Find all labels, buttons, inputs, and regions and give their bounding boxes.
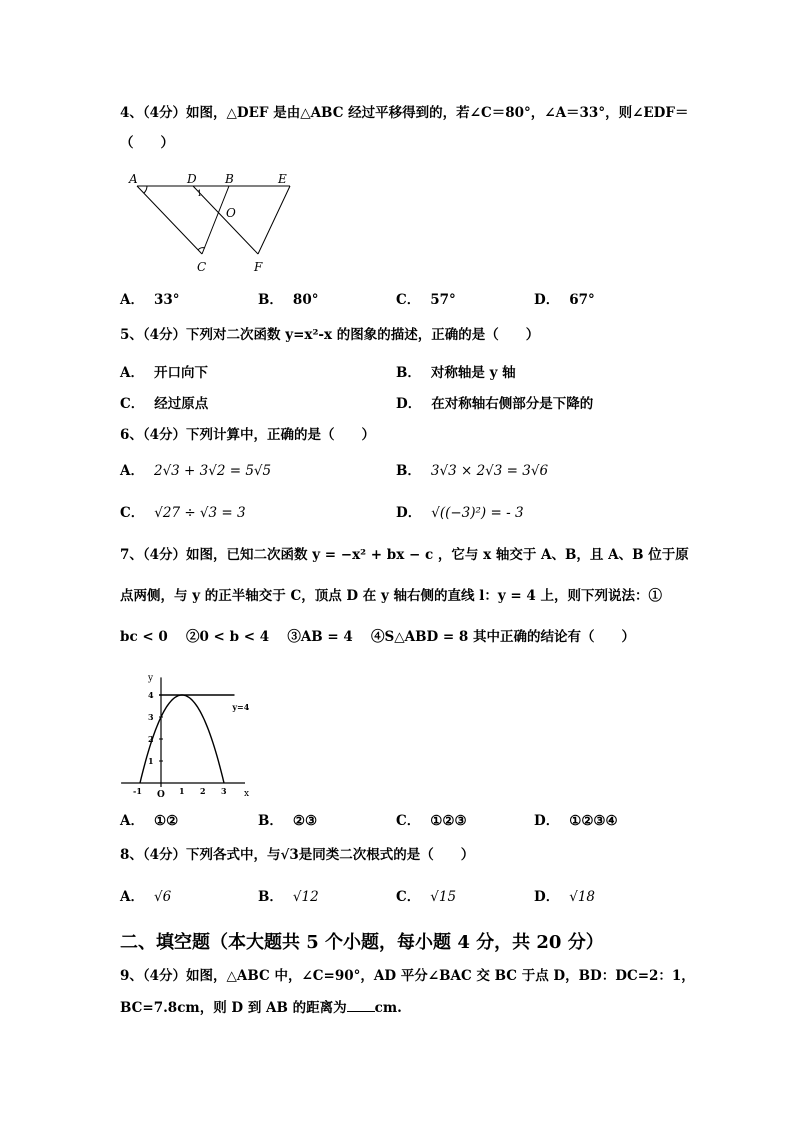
x-tick-label: 3	[221, 786, 227, 796]
label-c: C	[197, 260, 207, 274]
q9-line2	[120, 999, 402, 1017]
q7-option-a[interactable]	[120, 812, 178, 830]
q8-option-c[interactable]	[396, 888, 456, 906]
q9-line2-text-a: BC=7.8cm，则 D 到 AB 的距离为	[120, 1000, 347, 1016]
line-fe	[258, 186, 290, 254]
q6-option-b[interactable]	[396, 462, 548, 480]
q5-option-d[interactable]	[396, 395, 593, 413]
q7-option-c[interactable]	[396, 812, 467, 830]
q8-option-c-text: √15	[430, 889, 457, 905]
q5-option-a-label: A．	[120, 365, 144, 381]
line-y-4-label: y=4	[232, 702, 250, 712]
q6-option-b-text: 3√3 × 2√3 = 3√6	[430, 463, 549, 479]
q5-option-b-label: B．	[396, 365, 421, 381]
q4-option-b-label: B．	[258, 292, 283, 308]
q4-option-a-text: 33°	[153, 292, 180, 308]
q9-line1: 9、（4分）如图，△ABC 中，∠C=90°，AD 平分∠BAC 交 BC 于点 D，BD：DC=2：1，	[120, 968, 695, 984]
q4-paren: （ ）	[120, 135, 174, 151]
q5-option-d-text: 在对称轴右侧部分是下降的	[431, 396, 594, 412]
y-tick-label: 4	[148, 690, 154, 700]
q6-option-a-text: 2√3 + 3√2 = 5√5	[153, 463, 272, 479]
q5-option-b[interactable]	[396, 364, 516, 382]
x-axis-label: x	[243, 789, 250, 799]
q7-option-d[interactable]	[534, 812, 618, 830]
q7-option-b-label: B．	[258, 813, 283, 829]
label-b: B	[225, 172, 234, 186]
line-ac	[137, 186, 202, 254]
q8-option-d-text: √18	[569, 889, 595, 905]
q5-option-b-text: 对称轴是 y 轴	[430, 365, 516, 381]
label-f: F	[254, 260, 263, 274]
q5-option-a-text: 开口向下	[153, 365, 208, 381]
q7-option-a-label: A．	[120, 813, 144, 829]
q8-option-b-label: B．	[258, 889, 283, 905]
q6-option-d[interactable]	[396, 504, 524, 522]
q7-option-a-text: ①②	[153, 813, 179, 829]
x-tick-label: 2	[200, 786, 206, 796]
q7-option-c-label: C．	[396, 813, 421, 829]
q7-stem-line3: bc < 0 ②0 < b < 4 ③AB = 4 ④S△ABD = 8 其中正确的结论有（ ）	[120, 629, 636, 645]
q4-option-c-label: C．	[396, 292, 421, 308]
origin-label: O	[157, 790, 165, 800]
q6-option-d-text: √((−3)²) = - 3	[431, 505, 524, 521]
q9-line2-text-b: cm.	[374, 1000, 402, 1016]
q6-option-c-label: C．	[120, 505, 145, 521]
y-tick-label: 3	[148, 712, 154, 722]
q5-option-a[interactable]	[120, 364, 208, 382]
q5-option-c-text: 经过原点	[154, 396, 209, 412]
q8-option-a-label: A．	[120, 889, 144, 905]
q8-option-a[interactable]	[120, 888, 171, 906]
x-tick-label: 1	[179, 786, 185, 796]
label-d: D	[187, 172, 197, 186]
x-tick-label: -1	[133, 786, 142, 796]
y-tick-label: 1	[148, 756, 154, 766]
q8-option-d-label: D．	[534, 889, 560, 905]
q8-stem: 8、（4分）下列各式中，与√3是同类二次根式的是（ ）	[120, 847, 475, 863]
q5-option-d-label: D．	[396, 396, 422, 412]
q7-option-b[interactable]	[258, 812, 317, 830]
angle-a-arc	[144, 186, 147, 193]
q8-option-b-text: √12	[292, 889, 319, 905]
label-e: E	[278, 172, 287, 186]
q4-option-a[interactable]	[120, 291, 180, 309]
y-axis-label: y	[148, 673, 154, 684]
q8-option-c-label: C．	[396, 889, 421, 905]
q4-stem: 4、（4分）如图，△DEF 是由△ABC 经过平移得到的，若∠C＝80°，∠A＝33°，则∠EDF＝	[120, 105, 689, 121]
q6-option-c[interactable]	[120, 504, 246, 522]
q5-option-c[interactable]	[120, 395, 208, 413]
q7-option-c-text: ①②③	[430, 813, 467, 829]
q4-option-c[interactable]	[396, 291, 456, 309]
y-tick-label: 2	[148, 734, 154, 744]
q4-option-d-text: 67°	[569, 292, 595, 308]
q4-option-b-text: 80°	[292, 292, 319, 308]
q4-option-b[interactable]	[258, 291, 318, 309]
q4-option-c-text: 57°	[430, 292, 456, 308]
q6-option-a[interactable]	[120, 462, 271, 480]
q6-option-b-label: B．	[396, 463, 421, 479]
q4-figure	[125, 170, 325, 280]
q5-stem: 5、（4分）下列对二次函数 y=x²-x 的图象的描述，正确的是（ ）	[120, 327, 540, 343]
q6-option-c-text: √27 ÷ √3 = 3	[154, 505, 246, 521]
q6-stem: 6、（4分）下列计算中，正确的是（ ）	[120, 427, 376, 443]
line-df	[193, 186, 258, 254]
label-a: A	[129, 172, 138, 186]
q6-option-a-label: A．	[120, 463, 144, 479]
q4-option-d-label: D．	[534, 292, 560, 308]
q7-graph	[118, 660, 258, 800]
q4-option-a-label: A．	[120, 292, 144, 308]
q7-option-d-label: D．	[534, 813, 560, 829]
q8-option-d[interactable]	[534, 888, 595, 906]
q4-option-d[interactable]	[534, 291, 595, 309]
q9-answer-blank[interactable]	[347, 999, 375, 1012]
q7-stem-line1: 7、（4分）如图，已知二次函数 y = −x² + bx − c ，它与 x 轴交于 A、B，且 A、B 位于原	[120, 547, 689, 563]
q7-option-d-text: ①②③④	[569, 813, 618, 829]
section-2-title: 二、填空题（本大题共 5 个小题，每小题 4 分，共 20 分）	[120, 932, 604, 953]
label-o: O	[226, 206, 236, 220]
q8-option-b[interactable]	[258, 888, 319, 906]
label-angle-1: 1	[197, 189, 203, 198]
q6-option-d-label: D．	[396, 505, 422, 521]
q8-option-a-text: √6	[153, 889, 172, 905]
q7-option-b-text: ②③	[292, 813, 318, 829]
q5-option-c-label: C．	[120, 396, 145, 412]
q7-stem-line2: 点两侧，与 y 的正半轴交于 C，顶点 D 在 y 轴右侧的直线 l：y = 4 上，则下列说法：①	[120, 588, 663, 604]
parabola-curve	[140, 695, 224, 783]
